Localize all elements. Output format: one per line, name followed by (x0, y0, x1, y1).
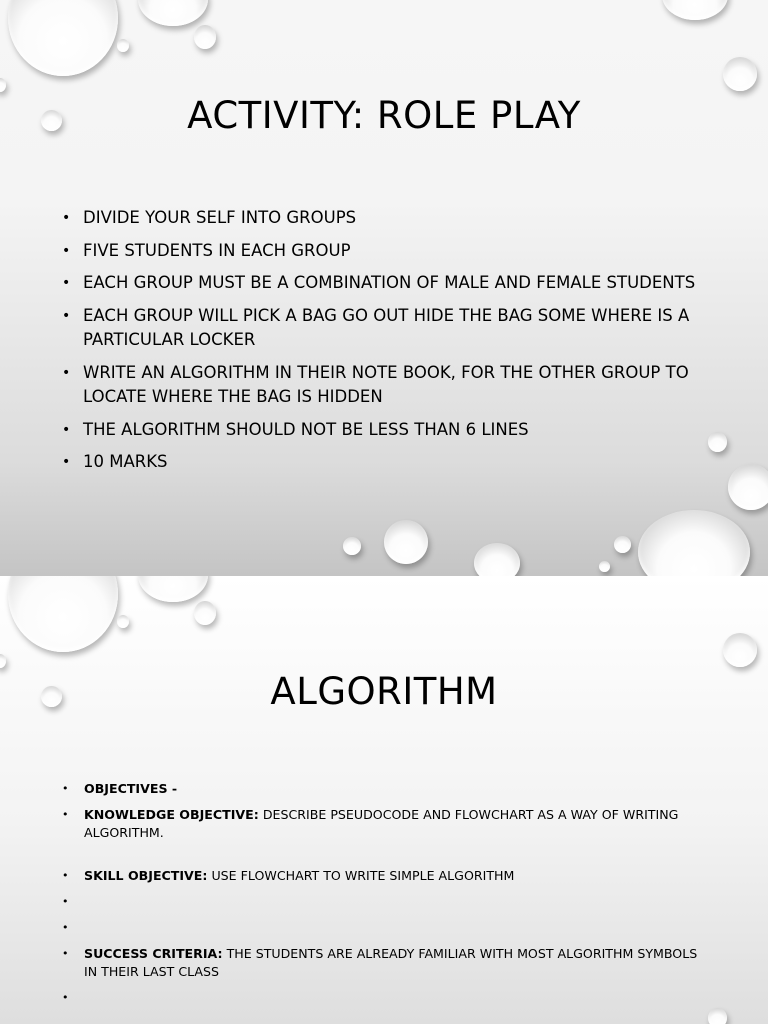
bullet-glyph: • (62, 808, 69, 821)
water-drop-decoration (194, 25, 216, 49)
bullet-label: SKILL OBJECTIVE: (84, 868, 208, 883)
bullet-text: DESCRIBE PSEUDOCODE AND FLOWCHART AS A WAY OF WRITING ALGORITHM. (84, 807, 679, 840)
water-drop-decoration (117, 615, 129, 628)
water-drop-decoration (599, 561, 610, 572)
water-drop-decoration (343, 537, 361, 555)
list-item (62, 919, 702, 937)
bullet-glyph: • (62, 895, 69, 908)
bullet-glyph: • (62, 275, 71, 291)
slide-title: ALGORITHM (270, 670, 498, 713)
water-drop-decoration (614, 536, 631, 553)
water-drop-decoration (0, 78, 6, 92)
bullet-text: THE ALGORITHM SHOULD NOT BE LESS THAN 6 LINES (83, 419, 529, 439)
water-drop-decoration (723, 633, 757, 667)
bullet-text: FIVE STUDENTS IN EACH GROUP (83, 240, 351, 260)
bullet-label: OBJECTIVES - (84, 781, 178, 796)
water-drop-decoration (708, 1008, 727, 1024)
bullet-text: USE FLOWCHART TO WRITE SIMPLE ALGORITHM (211, 868, 515, 883)
bullet-text: DIVIDE YOUR SELF INTO GROUPS (83, 208, 357, 227)
water-drop-decoration (638, 510, 750, 576)
list-item (62, 271, 712, 296)
water-drop-decoration (8, 576, 118, 652)
water-drop-decoration (8, 0, 118, 76)
bullet-glyph: • (62, 307, 71, 324)
bullet-glyph: • (62, 242, 71, 259)
water-drop-decoration (138, 576, 208, 602)
bullet-text: THE STUDENTS ARE ALREADY FAMILIAR WITH MOST ALGORITHM SYMBOLS IN THEIR LAST CLASS (84, 946, 698, 979)
water-drop-decoration (138, 0, 208, 26)
bullet-glyph: • (62, 869, 69, 882)
bullet-text: EACH GROUP MUST BE A COMBINATION OF MALE AND FEMALE STUDENTS (83, 273, 696, 292)
slide-algorithm (0, 576, 768, 1024)
water-drop-decoration (662, 0, 728, 20)
list-item (62, 418, 712, 443)
bullet-list (62, 206, 712, 483)
list-item (62, 304, 712, 353)
list-item (62, 945, 702, 981)
list-item (62, 989, 702, 1007)
water-drop-decoration (0, 654, 6, 668)
bullet-glyph: • (62, 210, 71, 226)
list-item (62, 239, 712, 264)
bullet-label: SUCCESS CRITERIA: (84, 946, 223, 961)
list-item (62, 206, 712, 231)
water-drop-decoration (194, 601, 216, 625)
bullet-list (62, 780, 702, 1015)
bullet-glyph: • (62, 947, 69, 960)
water-drop-decoration (384, 520, 428, 564)
water-drop-decoration (728, 464, 768, 510)
bullet-text: WRITE AN ALGORITHM IN THEIR NOTE BOOK, FOR THE OTHER GROUP TO LOCATE WHERE THE BAG IS HIDDEN (83, 362, 689, 406)
bullet-text: EACH GROUP WILL PICK A BAG GO OUT HIDE THE BAG SOME WHERE IS A PARTICULAR LOCKER (83, 305, 690, 349)
water-drop-decoration (723, 57, 757, 91)
bullet-glyph: • (62, 364, 71, 381)
bullet-glyph: • (62, 991, 69, 1004)
water-drop-decoration (117, 39, 129, 52)
bullet-glyph: • (62, 421, 71, 438)
list-item (62, 806, 702, 842)
list-item (62, 780, 702, 798)
bullet-label: KNOWLEDGE OBJECTIVE: (84, 807, 259, 822)
water-drop-decoration (474, 543, 520, 576)
slide-title: ACTIVITY: ROLE PLAY (187, 94, 581, 137)
list-item (62, 867, 702, 885)
bullet-glyph: • (62, 454, 71, 470)
bullet-glyph: • (62, 921, 69, 934)
list-item (62, 450, 712, 475)
list-item (62, 893, 702, 911)
bullet-text: 10 MARKS (83, 452, 168, 471)
bullet-glyph: • (62, 782, 69, 795)
list-item (62, 361, 712, 410)
